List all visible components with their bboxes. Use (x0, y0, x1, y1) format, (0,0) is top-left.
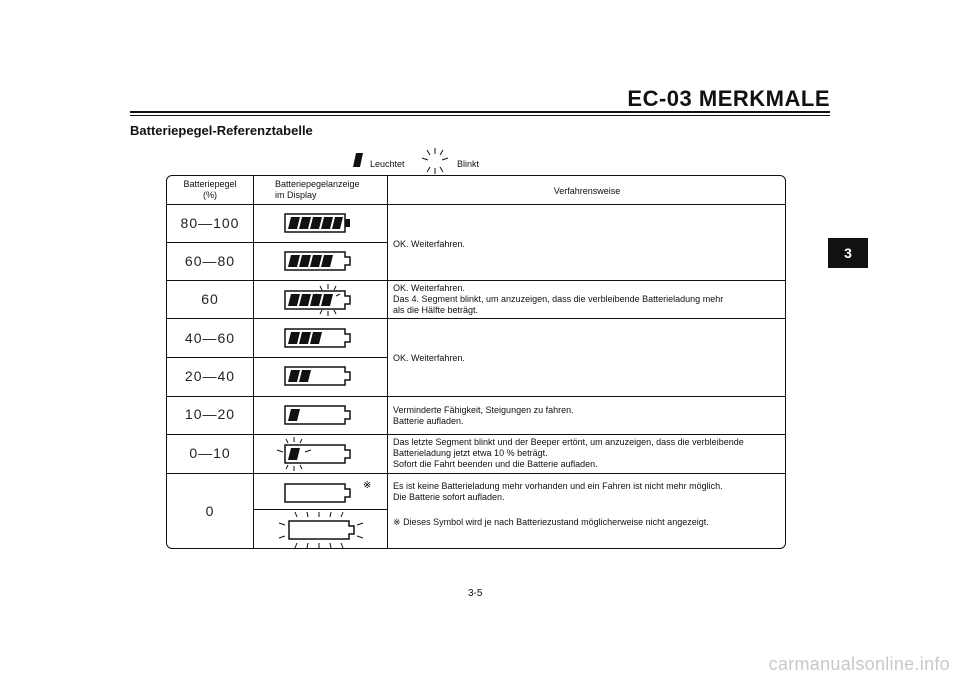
battery-5-segments-icon (283, 212, 353, 234)
lit-segment-icon (352, 152, 364, 168)
header-rule-thick (130, 111, 830, 113)
battery-4th-blinking-icon (283, 284, 353, 316)
header-rule-thin (130, 115, 830, 116)
level-60: 60 (201, 291, 219, 307)
col-header-level: Batteriepegel (%) (183, 179, 237, 200)
proc-ok-high: OK. Weiterfahren. (393, 239, 465, 249)
col-header-procedure: Verfahrensweise (553, 186, 621, 196)
chapter-tab: 3 (828, 238, 868, 268)
blink-rays-icon (420, 147, 450, 175)
watermark: carmanualsonline.info (768, 654, 950, 674)
battery-last-blinking-icon (275, 437, 353, 471)
section-title: Batteriepegel-Referenztabelle (130, 123, 313, 138)
col-header-display: Batteriepegelanzeige im Display (275, 179, 360, 200)
proc-10-20: Verminderte Fähigkeit, Steigungen zu fahren. Batterie aufladen. (393, 405, 574, 426)
note-mark: ※ (393, 518, 401, 528)
note-mark-small: ※ (363, 480, 372, 491)
page-number: 3-5 (468, 588, 483, 599)
proc-note: ※ Dieses Symbol wird je nach Batteriezustand möglicherweise nicht angezeigt. (393, 517, 709, 528)
battery-2-segments-icon (283, 365, 353, 387)
level-0: 0 (205, 503, 215, 519)
page-header-title: EC-03 MERKMALE (627, 86, 830, 111)
level-80-100: 80—100 (180, 215, 240, 231)
proc-0-10: Das letzte Segment blinkt und der Beeper ertönt, um anzuzeigen, dass die verbleibende Batterieladung jetzt etwa 10 % beträgt. Sofort die Fahrt beenden und die Batterie aufladen. (393, 437, 744, 469)
battery-empty-blinking-icon (275, 511, 375, 549)
level-60-80: 60—80 (184, 253, 236, 269)
battery-3-segments-icon (283, 327, 353, 349)
level-10-20: 10—20 (184, 406, 236, 422)
level-40-60: 40—60 (184, 330, 236, 346)
level-20-40: 20—40 (184, 368, 236, 384)
legend (350, 147, 510, 175)
level-0-10: 0—10 (189, 445, 231, 461)
battery-4-segments-icon (283, 250, 353, 272)
proc-ok-mid: OK. Weiterfahren. (393, 353, 465, 363)
battery-empty-icon (275, 478, 375, 506)
proc-60: OK. Weiterfahren. Das 4. Segment blinkt, um anzuzeigen, dass die verbleibende Batterieladung mehr als die Hälfte beträgt. (393, 283, 724, 315)
legend-blink-label: Blinkt (457, 159, 480, 169)
battery-1-segment-icon (283, 404, 353, 426)
proc-0: Es ist keine Batterieladung mehr vorhanden und ein Fahren ist nicht mehr möglich. Die Batterie sofort aufladen. (393, 481, 723, 502)
legend-lit-label: Leuchtet (370, 159, 405, 169)
battery-reference-table (166, 175, 786, 549)
